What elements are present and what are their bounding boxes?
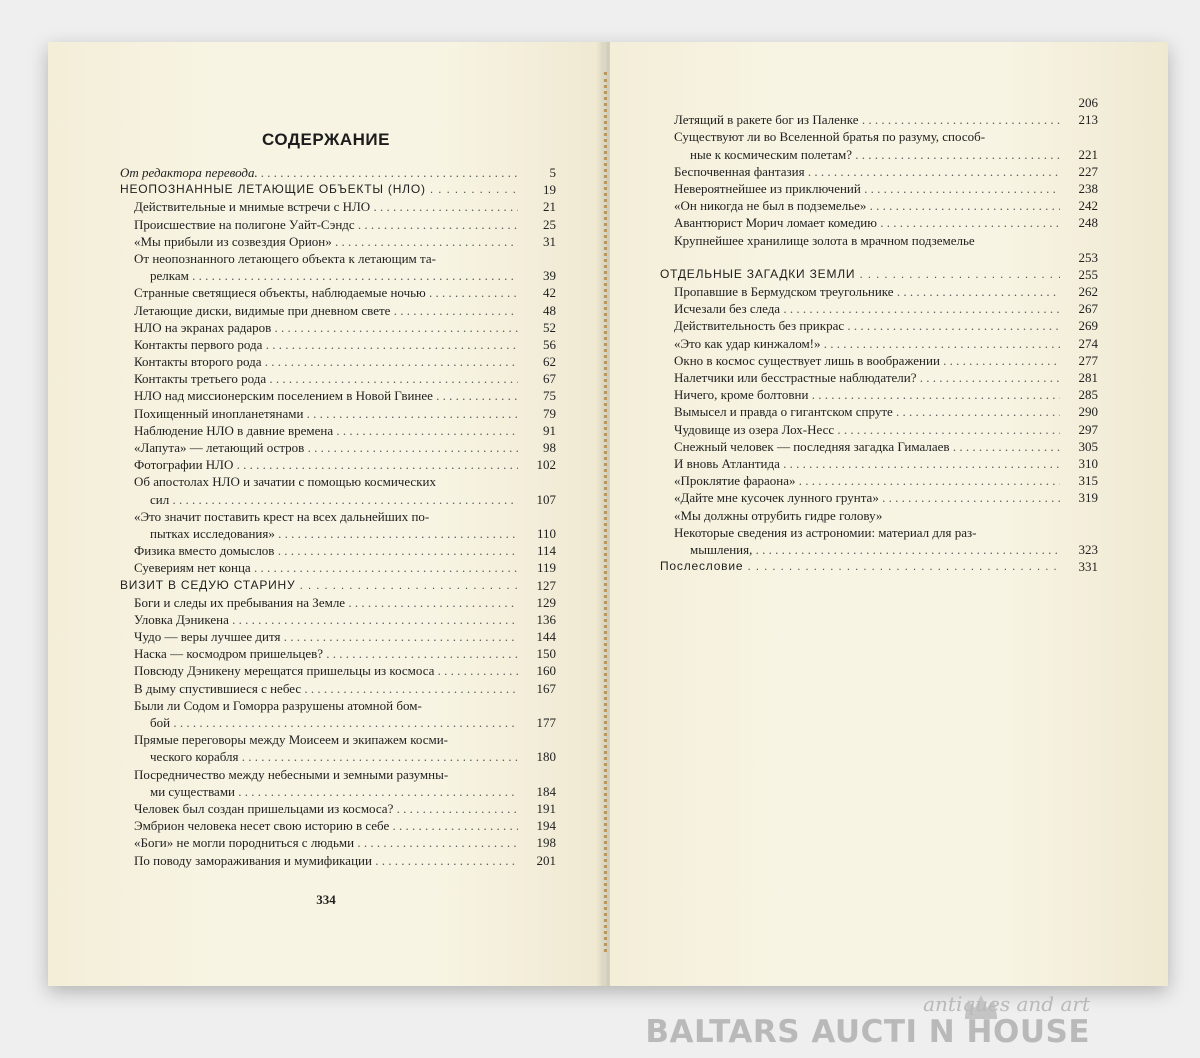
- toc-entry-title: По поводу замораживания и мумификации . . .: [134, 852, 518, 869]
- toc-entry: [120, 542, 556, 559]
- toc-entry: [120, 473, 556, 490]
- toc-entry-page: 248: [1078, 215, 1098, 231]
- toc-entry: [120, 714, 556, 731]
- toc-entry: [120, 422, 556, 439]
- toc-entry-page: 127: [536, 577, 556, 593]
- toc-entry-page: 177: [536, 715, 556, 730]
- toc-entry-title: Действительность без прикрас . . .: [674, 317, 1060, 334]
- toc-entry: [120, 216, 556, 233]
- toc-entry-title: Чудо — веры лучшее дитя . . .: [134, 628, 518, 645]
- toc-entry: [660, 524, 1098, 541]
- toc-entry-title: Невероятнейшее из приключений . . .: [674, 180, 1060, 197]
- toc-entry-page: 91: [543, 422, 556, 438]
- toc-entry: [120, 611, 556, 628]
- toc-entry-page: 31: [543, 233, 556, 249]
- toc-entry-title: Человек был создан пришельцами из космоса? . . .: [134, 800, 518, 817]
- toc-entry: [660, 300, 1098, 317]
- toc-entry-title: Летающие диски, видимые при дневном свете . . .: [134, 302, 518, 319]
- toc-entry: [660, 232, 1098, 249]
- toc-entry-page: 56: [543, 336, 556, 352]
- toc-entry: [120, 834, 556, 851]
- toc-entry-title: Странные светящиеся объекты, наблюдаемые ночью . . .: [134, 284, 518, 301]
- toc-entry: [120, 577, 556, 594]
- toc-entry-page: 160: [536, 663, 556, 679]
- toc-entry: [660, 489, 1098, 506]
- toc-entry-title: Действительные и мнимые встречи с НЛО . . .: [134, 198, 518, 215]
- open-book: [48, 42, 1168, 986]
- toc-entry-page: 191: [536, 800, 556, 816]
- toc-entry: [120, 387, 556, 404]
- toc-entry: [120, 336, 556, 353]
- toc-entry-title: Некоторые сведения из астрономии: материал для раз-: [674, 524, 977, 540]
- toc-entry-page: 253: [1078, 249, 1098, 265]
- toc-entry: [660, 438, 1098, 455]
- toc-entry: [120, 456, 556, 473]
- toc-entry-page: 213: [1078, 112, 1098, 128]
- toc-entry: [660, 317, 1098, 334]
- watermark-tagline: antiques and art: [923, 992, 1090, 1016]
- toc-entry: [120, 645, 556, 662]
- toc-entry: [660, 197, 1098, 214]
- toc-entry-title: В дыму спустившиеся с небес . . .: [134, 680, 518, 697]
- toc-entry-page: 262: [1078, 284, 1098, 300]
- toc-entry: [660, 558, 1098, 575]
- toc-entry-page: 281: [1078, 370, 1098, 385]
- toc-entry-title: От неопознанного летающего объекта к летающим та-: [134, 250, 436, 266]
- toc-entry-page: 331: [1078, 559, 1098, 575]
- toc-entry: [120, 766, 556, 783]
- toc-entry-page: 67: [543, 371, 556, 387]
- toc-entry-title: «Проклятие фараона» . . .: [674, 472, 1060, 489]
- toc-entry-title: Налетчики или бесстрастные наблюдатели? . . .: [674, 369, 1060, 386]
- toc-entry-title: Эмбрион человека несет свою историю в себе . . .: [134, 817, 518, 834]
- toc-entry: [120, 250, 556, 267]
- toc-entry-page: 5: [549, 165, 556, 180]
- toc-entry: [660, 403, 1098, 420]
- right-page: [610, 42, 1168, 986]
- toc-entry-page: 184: [536, 783, 556, 799]
- toc-entry: [660, 386, 1098, 403]
- toc-entry-page: 227: [1078, 163, 1098, 179]
- toc-entry-title: Физика вместо домыслов . . .: [134, 542, 518, 559]
- toc-entry-page: 180: [536, 749, 556, 765]
- toc-entry-title: Летящий в ракете бог из Паленке . . .: [674, 111, 1060, 128]
- toc-entry-title: НЛО на экранах радаров . . .: [134, 319, 518, 336]
- watermark-brand: BALTARS AUCTI N HOUSE: [645, 1014, 1090, 1050]
- toc-entry-page: 21: [543, 199, 556, 215]
- toc-entry: [660, 472, 1098, 489]
- toc-entry: [120, 852, 556, 869]
- toc-entry: [120, 405, 556, 422]
- toc-entry: [120, 525, 556, 542]
- toc-entry-title: Боги и следы их пребывания на Земле . . .: [134, 594, 518, 611]
- toc-entry-title: Были ли Содом и Гоморра разрушены атомной бом-: [134, 697, 422, 713]
- toc-entry-page: 98: [543, 440, 556, 455]
- toc-entry-title: «Мы прибыли из созвездия Орион» . . .: [134, 233, 518, 250]
- toc-entry: [120, 491, 556, 508]
- toc-entry-page: 201: [536, 852, 556, 868]
- toc-entry-title: Повсюду Дэникену мерещатся пришельцы из космоса . . .: [134, 662, 518, 679]
- toc-entry: [120, 697, 556, 714]
- toc-entry-page: 297: [1078, 421, 1098, 437]
- toc-entry-title: «Лапута» — летающий остров . . .: [134, 439, 518, 456]
- toc-entry-title: Происшествие на полигоне Уайт-Сэндс . . .: [134, 216, 518, 233]
- toc-entry-title: «Это как удар кинжалом!» . . .: [674, 335, 1060, 352]
- toc-entry-page: 290: [1078, 404, 1098, 420]
- auction-watermark: [520, 992, 1160, 1052]
- toc-entry-title: Вымысел и правда о гигантском спруте . . .: [674, 403, 1060, 420]
- toc-entry-title: Об апостолах НЛО и зачатии с помощью космических: [134, 474, 436, 490]
- toc-entry: [660, 214, 1098, 231]
- toc-entry-title: Посредничество между небесными и земными разумны-: [134, 766, 449, 782]
- toc-entry-title: Снежный человек — последняя загадка Гималаев . . .: [674, 438, 1060, 455]
- toc-entry-page: 52: [543, 319, 556, 335]
- toc-entry: [660, 335, 1098, 352]
- toc-entry-page: 19: [543, 182, 556, 198]
- toc-entry: [660, 369, 1098, 386]
- toc-entry: [120, 439, 556, 456]
- toc-entry: [120, 353, 556, 370]
- toc-entry-page: 39: [543, 268, 556, 284]
- toc-entry-title: Чудовище из озера Лох-Несс . . .: [674, 421, 1060, 438]
- toc-entry: [120, 800, 556, 817]
- toc-entry: [120, 267, 556, 284]
- toc-entry-page: 48: [543, 302, 556, 318]
- toc-entry-title: Наска — космодром пришельцев? . . .: [134, 645, 518, 662]
- toc-entry-page: 315: [1078, 473, 1098, 489]
- page-title: СОДЕРЖАНИЕ: [262, 130, 390, 149]
- toc-entry-title: «Это значит поставить крест на всех дальнейших по-: [134, 508, 430, 524]
- toc-entry: [120, 181, 556, 198]
- toc-entry-page: 107: [536, 491, 556, 507]
- toc-entry-title: «Дайте мне кусочек лунного грунта» . . .: [674, 489, 1060, 506]
- toc-entry-title: Похищенный инопланетянами . . .: [134, 405, 518, 422]
- toc-entry-title: Фотографии НЛО . . .: [134, 456, 518, 473]
- toc-entry-page: 62: [543, 354, 556, 370]
- toc-entry-page: 242: [1078, 198, 1098, 214]
- toc-entry: [660, 507, 1098, 524]
- toc-entry: [120, 731, 556, 748]
- toc-entry-title: Существуют ли во Вселенной братья по разуму, способ-: [674, 129, 986, 145]
- toc-entry-title: Контакты второго рода . . .: [134, 353, 518, 370]
- toc-entry-title: Крупнейшее хранилище золота в мрачном подземелье: [674, 232, 975, 248]
- toc-entry-title: бой . . .: [150, 714, 518, 731]
- toc-entry-title: НЕОПОЗНАННЫЕ ЛЕТАЮЩИЕ ОБЪЕКТЫ (НЛО) . . .: [120, 181, 518, 198]
- toc-entry-page: 102: [536, 457, 556, 473]
- toc-entry: [120, 302, 556, 319]
- toc-entry-title: Исчезали без следа . . .: [674, 300, 1060, 317]
- toc-entry: [120, 628, 556, 645]
- toc-entry-page: 42: [543, 285, 556, 301]
- toc-entry-title: сил . . .: [150, 491, 518, 508]
- toc-entry-title: ВИЗИТ В СЕДУЮ СТАРИНУ . . .: [120, 577, 518, 594]
- toc-entry: [660, 352, 1098, 369]
- toc-entry: [660, 163, 1098, 180]
- toc-entry-page: 285: [1078, 387, 1098, 403]
- toc-entry-page: 129: [536, 594, 556, 610]
- toc-entry-title: Окно в космос существует лишь в воображении . . .: [674, 352, 1060, 369]
- toc-entry-page: 198: [536, 835, 556, 851]
- toc-entry-title: «Он никогда не был в подземелье» . . .: [674, 197, 1060, 214]
- toc-entry: [120, 662, 556, 679]
- table-of-contents-right: [660, 94, 1098, 575]
- toc-entry-page: 274: [1078, 335, 1098, 351]
- toc-entry: [120, 559, 556, 576]
- toc-entry: [120, 233, 556, 250]
- toc-entry-title: ные к космическим полетам? . . .: [690, 146, 1060, 163]
- toc-entry-page: 206: [1078, 95, 1098, 110]
- toc-entry-title: ОТДЕЛЬНЫЕ ЗАГАДКИ ЗЕМЛИ . . .: [660, 266, 1060, 283]
- toc-entry-page: 114: [536, 543, 556, 559]
- toc-entry-page: 75: [543, 388, 556, 404]
- toc-entry: [120, 508, 556, 525]
- toc-entry: [660, 94, 1098, 111]
- toc-entry: [660, 180, 1098, 197]
- toc-entry-title: И вновь Атлантида . . .: [674, 455, 1060, 472]
- page-number: 334: [316, 892, 336, 907]
- toc-entry-page: 277: [1078, 352, 1098, 368]
- toc-entry: [660, 249, 1098, 266]
- toc-entry-page: 119: [536, 560, 556, 576]
- toc-entry: [660, 283, 1098, 300]
- toc-entry-page: 136: [536, 611, 556, 627]
- table-of-contents-left: [120, 164, 556, 869]
- toc-entry: [660, 266, 1098, 283]
- toc-entry: [120, 783, 556, 800]
- toc-entry-page: 269: [1078, 318, 1098, 334]
- toc-entry-page: 25: [543, 216, 556, 232]
- toc-entry-title: ческого корабля . . .: [150, 748, 518, 765]
- toc-entry-page: 323: [1078, 541, 1098, 557]
- toc-entry-page: 305: [1078, 438, 1098, 454]
- toc-entry-title: «Боги» не могли породниться с людьми . . .: [134, 834, 518, 851]
- toc-entry-title: Авантюрист Морич ломает комедию . . .: [674, 214, 1060, 231]
- toc-entry: [120, 370, 556, 387]
- toc-entry-title: Уловка Дэникена . . .: [134, 611, 518, 628]
- toc-entry-page: 144: [536, 629, 556, 645]
- toc-entry: [660, 421, 1098, 438]
- toc-entry: [660, 541, 1098, 558]
- toc-entry-page: 150: [536, 646, 556, 662]
- toc-entry-title: ми существами . . .: [150, 783, 518, 800]
- toc-entry: [120, 680, 556, 697]
- toc-entry-title: Контакты первого рода . . .: [134, 336, 518, 353]
- toc-entry-title: пытках исследования» . . .: [150, 525, 518, 542]
- toc-entry-page: 79: [543, 405, 556, 421]
- left-page: [48, 42, 604, 986]
- toc-entry-page: 194: [536, 818, 556, 834]
- toc-entry-title: НЛО над миссионерским поселением в Новой Гвинее . . .: [134, 387, 518, 404]
- toc-entry: [120, 594, 556, 611]
- toc-entry-page: 267: [1078, 301, 1098, 317]
- toc-entry-title: «Мы должны отрубить гидре голову»: [674, 507, 883, 523]
- toc-entry: [120, 319, 556, 336]
- toc-entry: [120, 198, 556, 215]
- toc-entry: [120, 817, 556, 834]
- toc-entry-page: 167: [536, 680, 556, 696]
- toc-entry-title: Контакты третьего рода . . .: [134, 370, 518, 387]
- toc-entry: [120, 164, 556, 181]
- toc-entry-title: Пропавшие в Бермудском треугольнике . . .: [674, 283, 1060, 300]
- toc-entry: [660, 455, 1098, 472]
- toc-entry-page: 110: [536, 525, 556, 541]
- toc-entry-page: 319: [1078, 490, 1098, 506]
- toc-entry: [660, 111, 1098, 128]
- toc-entry: [120, 748, 556, 765]
- toc-entry-page: 255: [1078, 266, 1098, 282]
- toc-entry-title: От редактора перевода. . . .: [120, 164, 518, 181]
- toc-entry: [660, 128, 1098, 145]
- toc-entry-page: 310: [1078, 455, 1098, 471]
- toc-entry-page: 238: [1078, 180, 1098, 196]
- toc-entry: [120, 284, 556, 301]
- toc-entry-title: Ничего, кроме болтовни . . .: [674, 386, 1060, 403]
- toc-entry-title: Суевериям нет конца . . .: [134, 559, 518, 576]
- toc-entry-title: Послесловие . . .: [660, 558, 1060, 575]
- toc-entry-title: Наблюдение НЛО в давние времена . . .: [134, 422, 518, 439]
- toc-entry-title: Беспочвенная фантазия . . .: [674, 163, 1060, 180]
- toc-entry-title: релкам . . .: [150, 267, 518, 284]
- toc-entry: [660, 146, 1098, 163]
- toc-entry-page: 221: [1078, 146, 1098, 162]
- toc-entry-title: мышления, . . .: [690, 541, 1060, 558]
- toc-entry-title: Прямые переговоры между Моисеем и экипажем косми-: [134, 732, 448, 748]
